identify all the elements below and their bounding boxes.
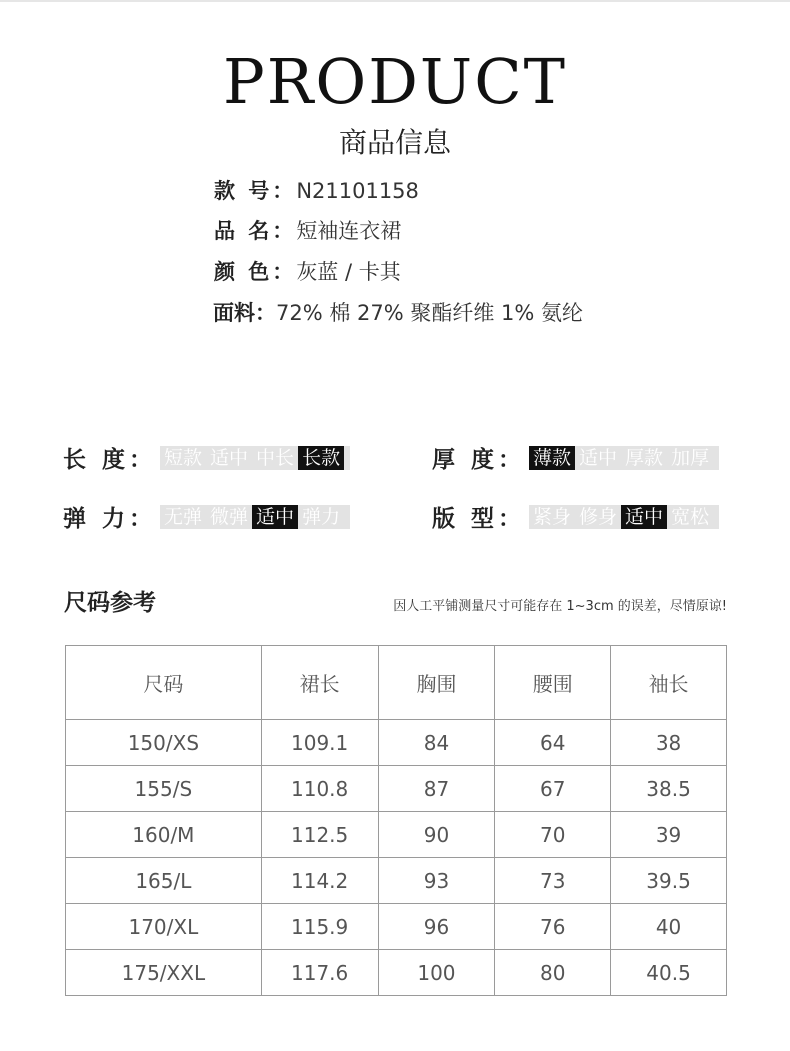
table-cell: 87 <box>378 766 495 812</box>
table-row <box>66 766 727 812</box>
info-value: 灰蓝 / 卡其 <box>296 260 401 284</box>
info-value: N21101158 <box>296 179 419 203</box>
table-cell: 165/L <box>66 858 262 904</box>
scale-option-selected: 适中 <box>621 505 667 529</box>
column-header: 胸围 <box>378 646 495 720</box>
info-label: 品 名： <box>214 219 297 243</box>
attr-label: 弹 力： <box>63 506 157 532</box>
table-cell: 40 <box>611 904 727 950</box>
attr-fit <box>432 500 719 533</box>
attr-label: 长 度： <box>63 447 157 473</box>
table-cell: 96 <box>378 904 495 950</box>
page-title: PRODUCT <box>223 45 567 118</box>
table-cell: 170/XL <box>66 904 262 950</box>
length-scale <box>160 446 350 470</box>
table-cell: 160/M <box>66 812 262 858</box>
scale-option: 适中 <box>210 446 249 469</box>
table-cell: 110.8 <box>261 766 378 812</box>
attr-label: 厚 度： <box>432 447 526 473</box>
scale-option: 短款 <box>164 446 203 469</box>
table-cell: 76 <box>495 904 611 950</box>
column-header: 裙长 <box>261 646 378 720</box>
attr-length <box>63 441 350 474</box>
scale-option: 加厚 <box>671 446 710 469</box>
table-cell: 73 <box>495 858 611 904</box>
info-fabric <box>213 298 583 328</box>
attr-elasticity <box>63 500 350 533</box>
info-value: 72% 棉 27% 聚酯纤维 1% 氨纶 <box>276 301 584 325</box>
column-header: 袖长 <box>611 646 727 720</box>
attr-label: 版 型： <box>432 506 526 532</box>
size-reference-note: 因人工平铺测量尺寸可能存在 1~3cm 的误差，尽情原谅! <box>393 599 727 614</box>
table-cell: 67 <box>495 766 611 812</box>
table-row <box>66 904 727 950</box>
table-cell: 38 <box>611 720 727 766</box>
scale-option: 宽松 <box>671 505 710 528</box>
table-cell: 93 <box>378 858 495 904</box>
table-row <box>66 720 727 766</box>
scale-option: 紧身 <box>533 505 572 528</box>
table-cell: 39 <box>611 812 727 858</box>
table-cell: 80 <box>495 950 611 996</box>
scale-option-selected: 长款 <box>298 446 344 470</box>
scale-option-selected: 适中 <box>252 505 298 529</box>
elasticity-scale <box>160 505 350 529</box>
scale-option: 中长 <box>256 446 295 469</box>
table-cell: 38.5 <box>611 766 727 812</box>
fit-scale <box>529 505 719 529</box>
scale-option: 微弹 <box>210 505 249 528</box>
table-row <box>66 812 727 858</box>
table-row <box>66 950 727 996</box>
info-product-name <box>214 216 401 246</box>
attr-thickness <box>432 441 719 474</box>
table-cell: 109.1 <box>261 720 378 766</box>
table-cell: 155/S <box>66 766 262 812</box>
table-cell: 70 <box>495 812 611 858</box>
table-cell: 100 <box>378 950 495 996</box>
table-cell: 40.5 <box>611 950 727 996</box>
thickness-scale <box>529 446 719 470</box>
info-label: 颜 色： <box>214 260 297 284</box>
info-label: 面料： <box>213 301 276 325</box>
table-cell: 114.2 <box>261 858 378 904</box>
table-row <box>66 858 727 904</box>
info-color <box>214 257 401 287</box>
table-cell: 115.9 <box>261 904 378 950</box>
table-cell: 64 <box>495 720 611 766</box>
table-cell: 150/XS <box>66 720 262 766</box>
info-value: 短袖连衣裙 <box>296 219 402 243</box>
size-reference-title: 尺码参考 <box>64 590 156 616</box>
scale-option: 修身 <box>579 505 618 528</box>
scale-option: 厚款 <box>625 446 664 469</box>
size-table <box>65 645 727 996</box>
scale-option: 适中 <box>579 446 618 469</box>
column-header: 腰围 <box>495 646 611 720</box>
scale-option: 无弹 <box>164 505 203 528</box>
scale-option-selected: 薄款 <box>529 446 575 470</box>
table-cell: 175/XXL <box>66 950 262 996</box>
info-label: 款 号： <box>214 179 297 203</box>
table-cell: 84 <box>378 720 495 766</box>
column-header: 尺码 <box>66 646 262 720</box>
table-cell: 39.5 <box>611 858 727 904</box>
scale-option: 弹力 <box>302 505 341 528</box>
table-cell: 117.6 <box>261 950 378 996</box>
table-header-row <box>66 646 727 720</box>
page-subtitle: 商品信息 <box>338 126 451 159</box>
info-style-number <box>214 176 419 206</box>
table-cell: 112.5 <box>261 812 378 858</box>
top-divider <box>0 0 790 2</box>
table-cell: 90 <box>378 812 495 858</box>
